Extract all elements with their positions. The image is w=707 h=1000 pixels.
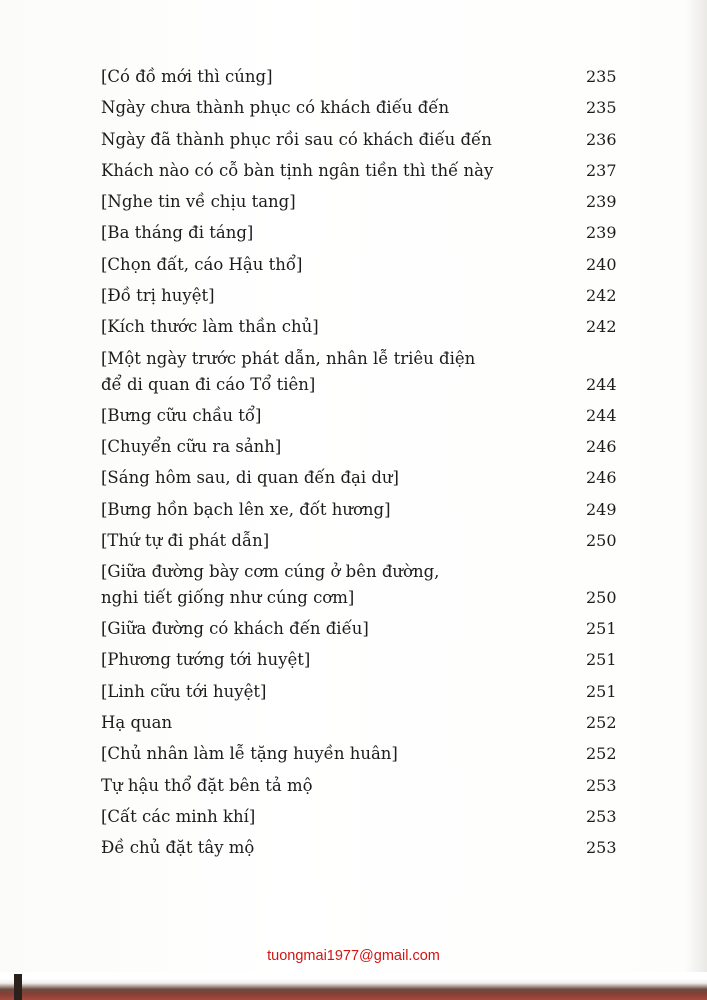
toc-entry <box>0 340 707 397</box>
toc-entry-title: Ngày đã thành phục rồi sau có khách điếu đến <box>101 129 492 149</box>
toc-entry-title: [Sáng hôm sau, di quan đến đại dư] <box>101 468 399 488</box>
toc-entry-page-number: 239 <box>586 223 617 243</box>
toc-entry <box>0 553 707 610</box>
toc-entry-page-number: 237 <box>586 160 617 180</box>
toc-entry <box>0 491 707 522</box>
toc-entry-title: [Bưng cữu chầu tổ] <box>101 405 262 425</box>
toc-entry <box>0 214 707 245</box>
toc-entry <box>0 673 707 704</box>
toc-entry <box>0 641 707 672</box>
toc-entry-title: [Một ngày trước phát dẫn, nhân lễ triêu điện để di quan đi cáo Tổ tiên] <box>101 348 476 394</box>
toc-entry-page-number: 251 <box>586 681 617 701</box>
toc-entry <box>0 428 707 459</box>
toc-entry-page-number: 251 <box>586 650 617 670</box>
toc-entry <box>0 735 707 766</box>
toc-entry <box>0 246 707 277</box>
toc-entry-page-number: 253 <box>586 806 617 826</box>
toc-entry-page-number: 244 <box>586 374 617 394</box>
toc-entry <box>0 397 707 428</box>
toc-entry-page-number: 235 <box>586 98 617 118</box>
toc-entry-page-number: 242 <box>586 286 617 306</box>
toc-entry <box>0 152 707 183</box>
toc-entry-title: [Bưng hồn bạch lên xe, đốt hương] <box>101 499 391 519</box>
toc-entry-page-number: 250 <box>586 588 617 608</box>
toc-entry-title: [Ba tháng đi táng] <box>101 223 254 243</box>
toc-entry <box>0 89 707 120</box>
toc-entry-page-number: 250 <box>586 530 617 550</box>
toc-entry-page-number: 236 <box>586 129 617 149</box>
toc-entry <box>0 704 707 735</box>
toc-entry-title: [Giữa đường có khách đến điếu] <box>101 619 369 639</box>
toc-entry <box>0 767 707 798</box>
toc-entry-title: [Giữa đường bày cơm cúng ở bên đường, nghi tiết giống như cúng cơm] <box>101 562 440 608</box>
toc-entry-title: Khách nào có cỗ bàn tịnh ngân tiền thì thế này <box>101 160 494 180</box>
toc-entry-title: [Có đồ mới thì cúng] <box>101 67 273 86</box>
toc-entry <box>0 277 707 308</box>
toc-entry-title: [Chuyển cữu ra sảnh] <box>101 436 282 456</box>
toc-entry <box>0 829 707 860</box>
toc-entry-title: [Chủ nhân làm lễ tặng huyền huân] <box>101 744 398 764</box>
toc-entry-page-number: 240 <box>586 254 617 274</box>
toc-entry-title: Đề chủ đặt tây mộ <box>101 838 255 858</box>
toc-entry <box>0 798 707 829</box>
toc-entry-page-number: 235 <box>586 67 617 86</box>
toc-entry-title: [Kích thước làm thần chủ] <box>101 317 319 337</box>
toc-entry-page-number: 253 <box>586 838 617 858</box>
toc-entry-title: Ngày chưa thành phục có khách điếu đến <box>101 98 450 118</box>
toc-entry-page-number: 239 <box>586 192 617 212</box>
toc-entry-title: Tự hậu thổ đặt bên tả mộ <box>101 775 313 795</box>
toc-entry-title: [Cất các minh khí] <box>101 806 256 826</box>
toc-entry <box>0 610 707 641</box>
toc-entry <box>0 522 707 553</box>
toc-entry-page-number: 252 <box>586 713 617 733</box>
book-edge-strip <box>0 972 707 1000</box>
footer-email: tuongmai1977@gmail.com <box>267 948 440 964</box>
toc-entry-page-number: 246 <box>586 436 617 456</box>
toc-entry <box>0 459 707 490</box>
toc-entry-page-number: 249 <box>586 499 617 519</box>
toc-entry-title: [Phương tướng tới huyệt] <box>101 650 311 670</box>
toc-entry-title: [Chọn đất, cáo Hậu thổ] <box>101 254 303 274</box>
toc-entry-page-number: 246 <box>586 468 617 488</box>
toc-entry-title: [Đồ trị huyệt] <box>101 286 215 306</box>
toc-entry-title: [Linh cữu tới huyệt] <box>101 681 267 701</box>
book-edge-cap <box>14 974 22 1000</box>
toc-entry <box>0 308 707 339</box>
toc-entry-page-number: 244 <box>586 405 617 425</box>
toc-entry-page-number: 253 <box>586 775 617 795</box>
toc-entry-title: [Nghe tin về chịu tang] <box>101 192 296 212</box>
toc-entry-title: Hạ quan <box>101 713 173 733</box>
toc-entry-page-number: 252 <box>586 744 617 764</box>
toc-entry <box>0 58 707 89</box>
toc-entry <box>0 121 707 152</box>
toc-entry <box>0 183 707 214</box>
toc-entry-title: [Thứ tự đi phát dẫn] <box>101 530 270 550</box>
toc-entry-page-number: 251 <box>586 619 617 639</box>
table-of-contents <box>0 58 707 861</box>
toc-entry-page-number: 242 <box>586 317 617 337</box>
